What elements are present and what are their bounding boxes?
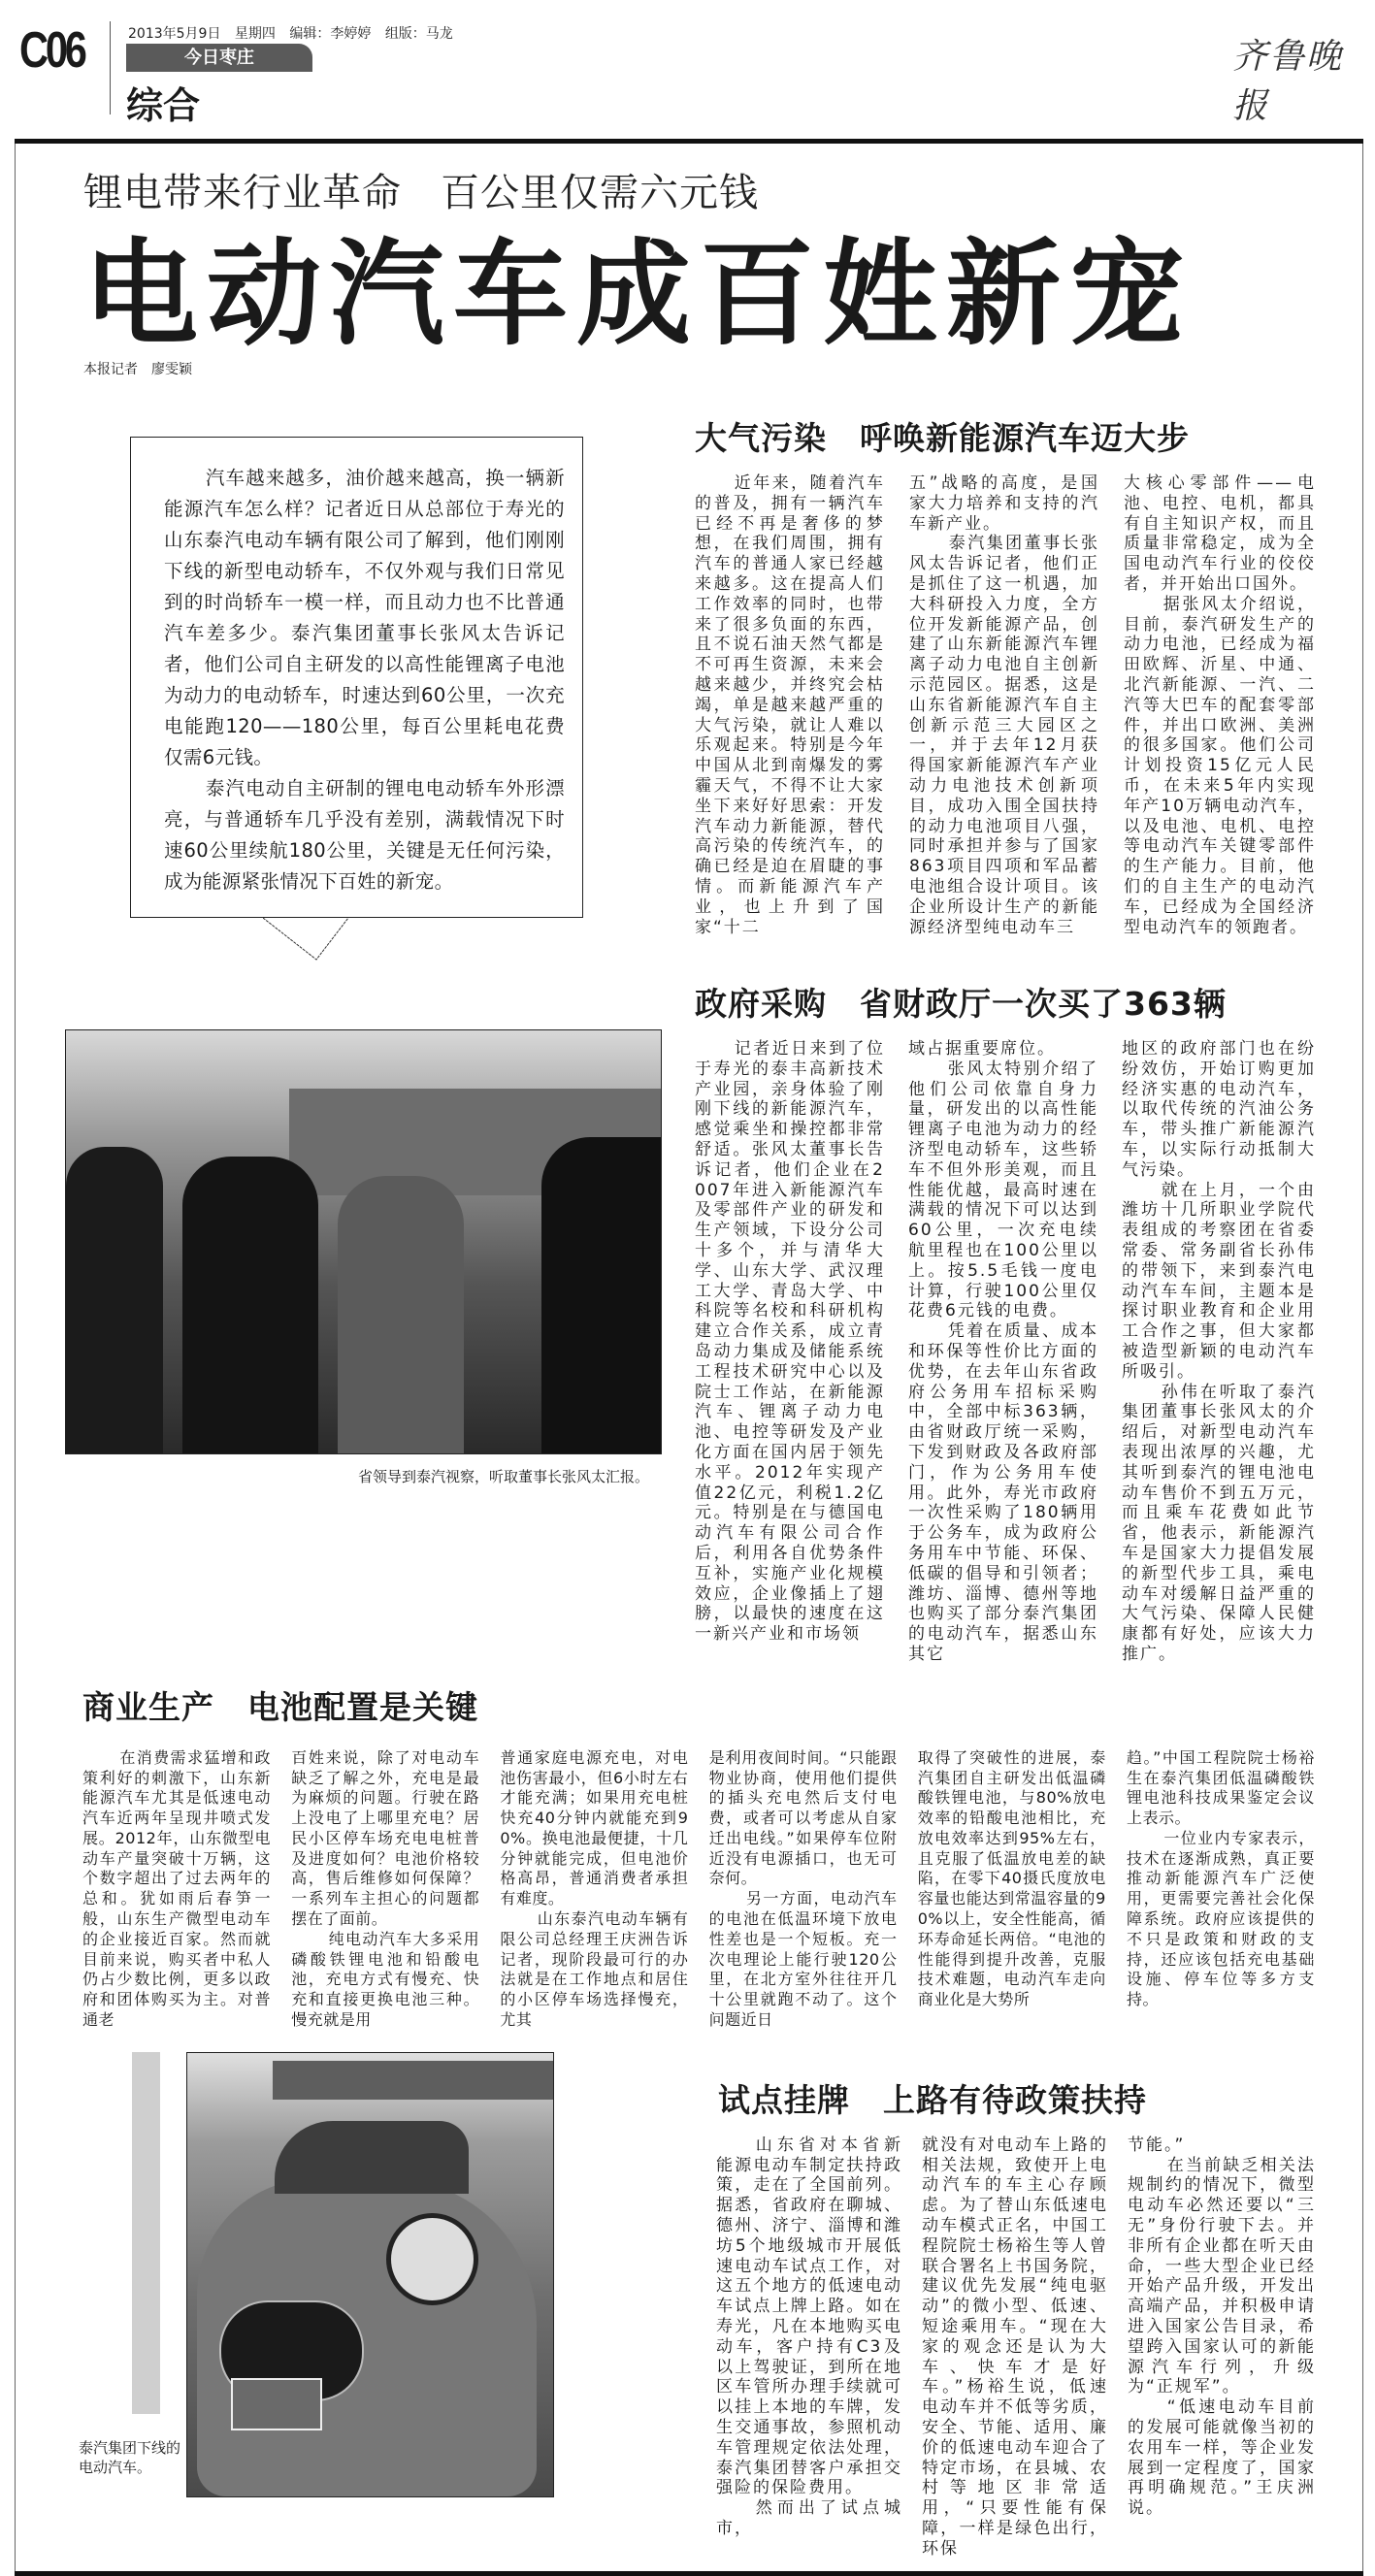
heading-part: 上路有待政策扶持 <box>883 2080 1147 2119</box>
column-group <box>716 2136 1316 2560</box>
issue-date: 2013年5月9日 <box>128 26 221 42</box>
paragraph: 是利用夜间时间。“只能跟物业协商，使用他们提供的插头充电然后支付电费，或者可以考虑从自家迁出电线。”如果停车位附近没有电源插口，也无可奈何。 <box>708 1747 898 1888</box>
paragraph: 记者近日来到了位于寿光的泰丰高新技术产业园，亲身体验了刚刚下线的新能源汽车，感觉乘坐和操控都非常舒适。张风太董事长告诉记者，他们企业在2007年进入新能源汽车及零部件产业的研发和生产领域，下设分公司十多个，并与清华大学、山东大学、武汉理工大学、青岛大学、中科院等名校和科研机构建立合作关系，成立青岛动力集成及储能系统工程技术研究中心以及院士工作站，在新能源汽车、锂离子动力电池、电控等研发及产业化方面在国内居于领先水平。2012年实现产值22亿元，利税1.2亿元。特别是在与德国电动汽车有限公司合作后，利用各自优势条件互补，实施产业化规模效应，企业像插上了翅膀，以最快的速度在这一新兴产业和市场领 <box>695 1039 885 1645</box>
intro-paragraph: 汽车越来越多，油价越来越高，换一辆新能源汽车怎么样？记者近日从总部位于寿光的山东泰汽电动车辆有限公司了解到，他们刚刚下线的新型电动轿车，不仅外观与我们日常见到的时尚轿车一模一样，而且动力也不比普通汽车差多少。泰汽集团董事长张风太告诉记者，他们公司自主研发的以高性能锂离子电池为动力的电动轿车，时速达到60公里，一次充电能跑120——180公里，每百公里耗电花费仅需6元钱。 <box>164 467 565 768</box>
paragraph: 五”战略的高度，是国家大力培养和支持的汽车新产业。 <box>909 473 1099 534</box>
section-pilot-plates <box>695 2079 1316 2560</box>
paragraph: “低速电动车目前的发展可能就像当初的农用车一样，等企业发展到一定程度了，国家再明确规范。”王庆洲说。 <box>1128 2397 1316 2519</box>
photo-officials-visit <box>65 1029 662 1454</box>
text-column <box>695 1039 885 1645</box>
dateline <box>128 23 463 43</box>
section-heading-air-pollution <box>695 417 1316 460</box>
paragraph: 张风太特别介绍了他们公司依靠自身力量，研发出的以高性能锂离子电池为动力的经济型电动轿车，这些轿车不但外形美观，而且性能优越，最高时速在满载的情况下可以达到60公里，一次充电续航里程也在100公里以上。按5.5毛钱一度电计算，行驶100公里仅花费6元钱的电费。 <box>908 1059 1098 1321</box>
photo-license-plate <box>231 2378 322 2430</box>
photo-person <box>541 1137 661 1453</box>
photo-electric-car <box>186 2052 554 2497</box>
header-divider <box>110 21 111 114</box>
paragraph: 普通家庭电源充电，对电池伤害最小，但6小时左右才能充满；如果用充电桩快充40分钟内就能充到90%。换电池最便捷，十几分钟就能完成，但电池价格高昂，普通消费者承担有难度。 <box>500 1747 689 1908</box>
layout-credit: 组版：马龙 <box>384 26 453 42</box>
paragraph: 在当前缺乏相关法规制约的情况下，微型电动车必然还要以“三无”身份行驶下去。并非所有企业都在听天由命，一些大型企业已经开始产品升级，开发出高端产品，并积极申请进入国家公告目录，希望跨入国家认可的新能源汽车行列，升级为“正规军”。 <box>1128 2155 1316 2397</box>
text-column <box>1124 473 1316 937</box>
text-column <box>909 473 1099 937</box>
paragraph: 山东省对本省新能源电动车制定扶持政策，走在了全国前列。据悉，省政府在聊城、德州、济宁、淄博和潍坊5个地级城市开展低速电动车试点工作，对这五个地方的低速电动车试点上牌上路。如在寿光，凡在本地购买电动车，客户持有C3及以上驾驶证，到所在地区车管所办理手续就可以挂上本地的车牌，发生交通事故，参照机动车管理规定依法处理，泰汽集团替客户承担交强险的保险费用。 <box>716 2135 902 2498</box>
bottom-rule <box>15 2571 1363 2576</box>
column-group <box>82 1748 1315 2031</box>
row-intro-section1 <box>16 378 1362 962</box>
intro-box <box>130 437 583 918</box>
paragraph: 据张风太介绍说，目前，泰汽研发生产的动力电池，已经成为福田欧辉、沂星、中通、北汽新能源、一汽、二汽等大巴车的配套零部件，并出口欧洲、美洲的很多国家。他们公司计划投资15亿元人民币，在未来5年内实现年产10万辆电动汽车，以及电池、电机、电控等电动汽车关键零部件的生产能力。目前，他们的自主生产的电动汽车，已经成为全国经济型电动汽车的领跑者。 <box>1124 594 1316 937</box>
heading-part: 呼唤新能源汽车迈大步 <box>860 419 1190 457</box>
heading-part: 政府采购 <box>695 985 827 1023</box>
photo-windshield <box>275 2121 469 2194</box>
paragraph: 凭着在质量、成本和环保等性价比方面的优势，在去年山东省政府公务用车招标采购中，全部中标363辆，由省财政厅统一采购，下发到财政及各政府部门，作为公务用车使用。此外，寿光市政府一次性采购了180辆用于公务车，成为政府公务用车中节能、环保、低碳的倡导和引领者；潍坊、淄博、德州等地也购买了部分泰汽集团的电动汽车，据悉山东其它 <box>908 1321 1098 1664</box>
byline-name: 廖雯颖 <box>151 362 192 377</box>
masthead-logo: 齐鲁晚报 <box>1232 37 1344 126</box>
text-column <box>716 2136 902 2539</box>
paragraph: 一位业内专家表示，技术在逐渐成熟，真正要推动新能源汽车广泛使用，更需要完善社会化保障系统。政府应该提供的不只是政策和财政的支持，还应该包括充电基础设施、停车位等多方支持。 <box>1126 1828 1315 2009</box>
section-commercial-production <box>82 1686 1315 2031</box>
paragraph: 百姓来说，除了对电动车缺乏了解之外，充电是最为麻烦的问题。行驶在路上没电了上哪里充电？居民小区停车场充电电桩普及进度如何？电池价格较高，售后维修如何保障？一系列车主担心的问题都摆在了面前。 <box>291 1747 480 1929</box>
section-heading-commercial-production <box>82 1686 1315 1729</box>
photo-person <box>182 1157 318 1453</box>
intro-paragraph: 泰汽电动自主研制的锂电电动轿车外形漂亮，与普通轿车几乎没有差别，满载情况下时速60公里续航180公里，关键是无任何污染，成为能源紧张情况下百姓的新宠。 <box>164 777 565 893</box>
paragraph: 取得了突破性的进展，泰汽集团自主研发出低温磷酸铁锂电池，与80%放电效率的铅酸电池相比，充放电效率达到95%左右，且克服了低温放电差的缺陷，在零下40摄氏度放电容量也能达到常温容量的90%以上，安全性能高，循环寿命延长两倍。“电池的性能得到提升改善，克服技术难题，电动汽车走向商业化是大势所 <box>917 1747 1106 2009</box>
text-column <box>1128 2136 1316 2519</box>
section-heading-government-purchase <box>695 983 1316 1026</box>
speech-bubble-tail <box>263 917 379 962</box>
paragraph: 然而出了试点城市， <box>716 2498 902 2538</box>
subtitle-left: 锂电带来行业革命 <box>83 171 402 215</box>
byline <box>83 359 1362 378</box>
text-column <box>908 1039 1098 1665</box>
paragraph: 就没有对电动车上路的相关法规，致使开上电动汽车的车主心存顾虑。为了替山东低速电动车模式正名，中国工程院院士杨裕生等人曾联合署名上书国务院，建议优先发展“纯电驱动”的微小型、低速、短途乘用车。“现在大家的观念还是认为大车、快车才是好车。”杨裕生说，低速电动车并不低等劣质，安全、节能、适用、廉价的低速电动车迎合了特定市场，在县城、农村等地区非常适用，“只要性能有保障，一样是绿色出行，环保 <box>922 2135 1108 2559</box>
region-tab: 今日枣庄 <box>126 44 312 72</box>
byline-label: 本报记者 <box>83 362 138 377</box>
paragraph: 近年来，随着汽车的普及，拥有一辆汽车已经不再是奢侈的梦想，在我们周围，拥有汽车的普通人家已经越来越多。这在提高人们工作效率的同时，也带来了很多负面的东西，且不说石油天然气都是不可再生资源，未来会越来越少，并终究会枯竭，单是越来越严重的大气污染，就让人难以乐观起来。特别是今年中国从北到南爆发的雾霾天气，不得不让大家坐下来好好思索：开发汽车动力新能源，替代高污染的传统汽车，的确已经是迫在眉睫的事情。而新能源汽车产业，也上升到了国家“十二 <box>695 473 885 937</box>
text-column <box>918 1748 1106 2010</box>
row-photo-section4 <box>16 2052 1362 2560</box>
paragraph: 域占据重要席位。 <box>908 1039 1056 1059</box>
row-photo-section2 <box>16 983 1362 1665</box>
paragraph: 地区的政府部门也在纷纷效仿，开始订购更加经济实惠的电动汽车，以取代传统的汽油公务车，带头推广新能源汽车，以实际行动抵制大气污染。 <box>1122 1039 1316 1180</box>
column-group <box>695 1039 1316 1665</box>
masthead <box>0 0 1375 139</box>
heading-part: 电池配置是关键 <box>247 1687 478 1726</box>
paragraph: 泰汽集团董事长张风太告诉记者，他们正是抓住了这一机遇，加大科研投入力度，全方位开发新能源产品，创建了山东新能源汽车锂离子动力电池自主创新示范园区。据悉，这是山东省新能源汽车自主创新示范三大园区之一，并于去年12月获得国家新能源汽车产业动力电池技术创新项目，成功入围全国扶持的动力电池项目八强，同时承担并参与了国家863项目四项和军品蓄电池组合设计项目。该企业所设计生产的新能源经济型纯电动车三 <box>909 534 1099 937</box>
text-column <box>1127 1748 1315 2010</box>
photo-person <box>66 1147 163 1453</box>
text-column <box>1122 1039 1316 1665</box>
column-group <box>695 473 1316 937</box>
paragraph: 山东泰汽电动车辆有限公司总经理王庆洲告诉记者，现阶段最可行的办法就是在工作地点和居住的小区停车场选择慢充，尤其 <box>500 1909 689 2030</box>
decorative-gray-bar <box>132 2052 160 2414</box>
paragraph: 纯电动汽车大多采用磷酸铁锂电池和铅酸电池，充电方式有慢充、快充和直接更换电池三种。慢充就是用 <box>291 1929 480 2030</box>
text-column <box>82 1748 271 2031</box>
editor-credit: 编辑：李婷婷 <box>289 26 372 42</box>
photo-headlight <box>386 2213 478 2305</box>
paragraph: 大核心零部件——电池、电控、电机，都具有自主知识产权，而且质量非常稳定，成为全国电动汽车行业的佼佼者，并开始出口国外。 <box>1124 473 1316 594</box>
paragraph: 孙伟在听取了泰汽集团董事长张风太的介绍后，对新型电动汽车表现出浓厚的兴趣，尤其听到泰汽的锂电池电动车售价不到五万元，而且乘车花费如此节省，他表示，新能源汽车是国家大力提倡发展的新型代步工具，乘电动车对缓解日益严重的大气污染、保障人民健康都有好处，应该大力推广。 <box>1122 1382 1316 1664</box>
title-block <box>16 144 1362 378</box>
heading-part: 大气污染 <box>695 419 827 457</box>
paragraph: 在消费需求猛增和政策利好的刺激下，山东新能源汽车尤其是低速电动汽车近两年呈现井喷式发展。2012年，山东微型电动车产量突破十万辆，这个数字超出了过去两年的总和。犹如雨后春笋一般，山东生产微型电动车的企业接近百家。然而就目前来说，购买者中私人仍占少数比例，更多以政府和团体购买为主。对普通老 <box>82 1747 271 2030</box>
intro-cell <box>16 378 695 962</box>
section-name: 综合 <box>126 84 201 127</box>
article-title: 电动汽车成百姓新宠 <box>83 227 1194 361</box>
car-photo-cell <box>16 2052 695 2498</box>
heading-part: 省财政厅一次买了363辆 <box>860 985 1227 1023</box>
heading-part: 试点挂牌 <box>718 2080 850 2119</box>
subtitle-right: 百公里仅需六元钱 <box>441 171 759 215</box>
section-government-purchase <box>695 983 1316 1665</box>
heading-part: 商业生产 <box>82 1687 214 1726</box>
text-column <box>695 473 885 937</box>
page-number: C06 <box>19 22 84 79</box>
text-column <box>709 1748 898 2031</box>
photo-cell <box>16 983 695 1486</box>
issue-weekday: 星期四 <box>234 26 276 42</box>
text-column <box>500 1748 688 2031</box>
paragraph: 节能。” <box>1128 2135 1186 2155</box>
section-air-pollution <box>695 417 1316 937</box>
text-column <box>291 1748 479 2031</box>
photo-person <box>338 1176 464 1453</box>
photo-caption: 省领导到泰汽视察，听取董事长张风太汇报。 <box>357 1468 649 1485</box>
paragraph: 趋。”中国工程院院士杨裕生在泰汽集团低温磷酸铁锂电池科技成果鉴定会议上表示。 <box>1126 1747 1315 1828</box>
paragraph: 另一方面，电动汽车的电池在低温环境下放电性差也是一个短板。充一次电理论上能行驶120公里，在北方室外往往开几十公里就跑不动了。这个问题近日 <box>708 1889 898 2030</box>
paragraph: 就在上月，一个由潍坊十几所职业学院代表组成的考察团在省委常委、常务副省长孙伟的带领下，来到泰汽电动汽车车间，主题本是探讨职业教育和企业用工合作之事，但大家都被造型新颖的电动汽车所吸引。 <box>1122 1180 1316 1382</box>
photo-banner <box>273 2061 553 2100</box>
text-column <box>922 2136 1108 2560</box>
article-subtitle <box>83 169 1362 217</box>
section-heading-pilot-plates <box>718 2079 1316 2122</box>
photo-caption: 泰汽集团下线的电动汽车。 <box>79 2438 181 2476</box>
page-frame <box>15 144 1363 2571</box>
